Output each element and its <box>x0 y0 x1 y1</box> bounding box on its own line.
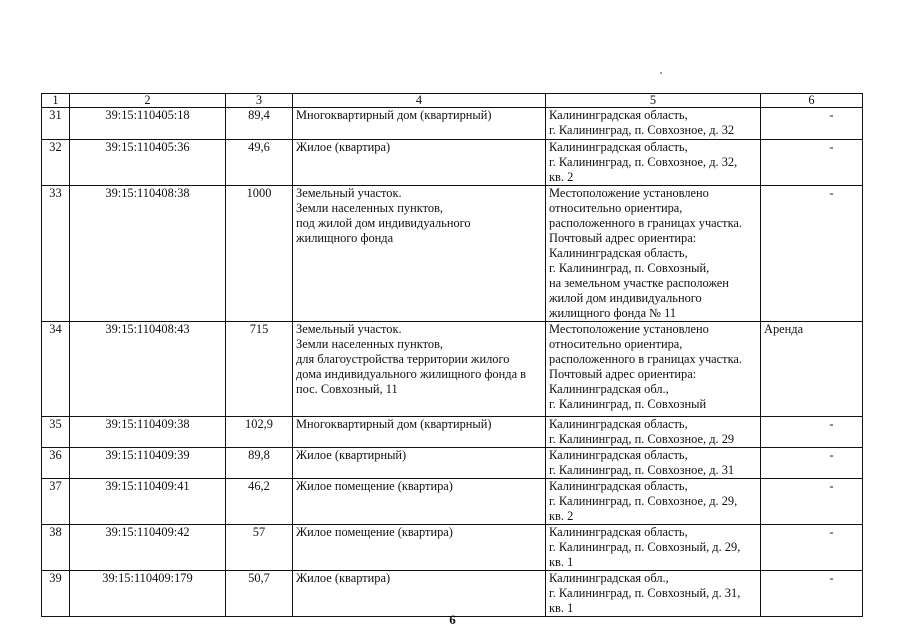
object-description: Жилое помещение (квартира) <box>293 525 546 571</box>
table-row <box>42 448 863 479</box>
note-dash: - <box>829 186 834 200</box>
object-note <box>761 479 863 525</box>
area-value: 50,7 <box>226 571 293 617</box>
object-description: Многоквартирный дом (квартирный) <box>293 108 546 140</box>
object-description: Жилое (квартирный) <box>293 448 546 479</box>
object-address: Калининградская область, г. Калининград, п. Совхозное, д. 31 <box>546 448 761 479</box>
header-col-2: 2 <box>70 94 226 108</box>
object-address: Калининградская область, г. Калининград, п. Совхозное, д. 32, кв. 2 <box>546 140 761 186</box>
note-dash: - <box>829 571 834 585</box>
object-description: Жилое помещение (квартира) <box>293 479 546 525</box>
note-dash: - <box>829 140 834 154</box>
object-note <box>761 140 863 186</box>
cadastral-number: 39:15:110408:43 <box>70 322 226 417</box>
object-description: Многоквартирный дом (квартирный) <box>293 417 546 448</box>
table-row <box>42 322 863 417</box>
note-dash: - <box>829 479 834 493</box>
object-note: Аренда <box>761 322 863 417</box>
object-address: Калининградская область, г. Калининград, п. Совхозный, д. 29, кв. 1 <box>546 525 761 571</box>
object-description: Жилое (квартира) <box>293 571 546 617</box>
cadastral-number: 39:15:110405:36 <box>70 140 226 186</box>
header-col-5: 5 <box>546 94 761 108</box>
object-address: Калининградская область, г. Калининград, п. Совхозное, д. 29, кв. 2 <box>546 479 761 525</box>
table-row <box>42 479 863 525</box>
object-address: Местоположение установлено относительно ориентира, расположенного в границах участка. Почтовый адрес ориентира: Калининградская обл., г. Калининград, п. Совхозный <box>546 322 761 417</box>
object-description: Земельный участок. Земли населенных пунктов, под жилой дом индивидуального жилищного фонда <box>293 186 546 322</box>
property-table <box>41 93 863 617</box>
row-number: 34 <box>42 322 70 417</box>
cadastral-number: 39:15:110408:38 <box>70 186 226 322</box>
header-row <box>42 94 863 108</box>
object-address: Калининградская область, г. Калининград, п. Совхозное, д. 32 <box>546 108 761 140</box>
row-number: 36 <box>42 448 70 479</box>
header-col-3: 3 <box>226 94 293 108</box>
object-address: Местоположение установлено относительно ориентира, расположенного в границах участка. Почтовый адрес ориентира: Калининградская область, г. Калининград, п. Совхозный, на земельном участке расположен жилой дом индивидуального жилищного фонда № 11 <box>546 186 761 322</box>
scan-speck <box>660 72 662 74</box>
area-value: 46,2 <box>226 479 293 525</box>
area-value: 89,4 <box>226 108 293 140</box>
object-note <box>761 571 863 617</box>
object-description: Земельный участок. Земли населенных пунктов, для благоустройства территории жилого дома индивидуального жилищного фонда в пос. Совхозный, 11 <box>293 322 546 417</box>
row-number: 32 <box>42 140 70 186</box>
cadastral-number: 39:15:110405:18 <box>70 108 226 140</box>
table-header <box>42 94 863 108</box>
table-row <box>42 140 863 186</box>
area-value: 89,8 <box>226 448 293 479</box>
object-description: Жилое (квартира) <box>293 140 546 186</box>
cadastral-number: 39:15:110409:179 <box>70 571 226 617</box>
note-dash: - <box>829 525 834 539</box>
table-row <box>42 571 863 617</box>
header-col-4: 4 <box>293 94 546 108</box>
table-row <box>42 186 863 322</box>
row-number: 33 <box>42 186 70 322</box>
note-dash: - <box>829 417 834 431</box>
area-value: 715 <box>226 322 293 417</box>
row-number: 35 <box>42 417 70 448</box>
area-value: 102,9 <box>226 417 293 448</box>
row-number: 38 <box>42 525 70 571</box>
object-address: Калининградская область, г. Калининград, п. Совхозное, д. 29 <box>546 417 761 448</box>
table-row <box>42 417 863 448</box>
table-body <box>42 108 863 617</box>
page-number: 6 <box>449 612 456 627</box>
object-note <box>761 417 863 448</box>
area-value: 49,6 <box>226 140 293 186</box>
note-dash: - <box>829 108 834 122</box>
area-value: 57 <box>226 525 293 571</box>
table-row <box>42 525 863 571</box>
row-number: 37 <box>42 479 70 525</box>
table-row <box>42 108 863 140</box>
row-number: 39 <box>42 571 70 617</box>
cadastral-number: 39:15:110409:39 <box>70 448 226 479</box>
header-col-1: 1 <box>42 94 70 108</box>
object-note <box>761 448 863 479</box>
cadastral-number: 39:15:110409:41 <box>70 479 226 525</box>
area-value: 1000 <box>226 186 293 322</box>
cadastral-number: 39:15:110409:42 <box>70 525 226 571</box>
object-note <box>761 525 863 571</box>
object-note <box>761 108 863 140</box>
note-dash: - <box>829 448 834 462</box>
header-col-6: 6 <box>761 94 863 108</box>
cadastral-number: 39:15:110409:38 <box>70 417 226 448</box>
object-address: Калининградская обл., г. Калининград, п. Совхозный, д. 31, кв. 1 <box>546 571 761 617</box>
row-number: 31 <box>42 108 70 140</box>
object-note <box>761 186 863 322</box>
